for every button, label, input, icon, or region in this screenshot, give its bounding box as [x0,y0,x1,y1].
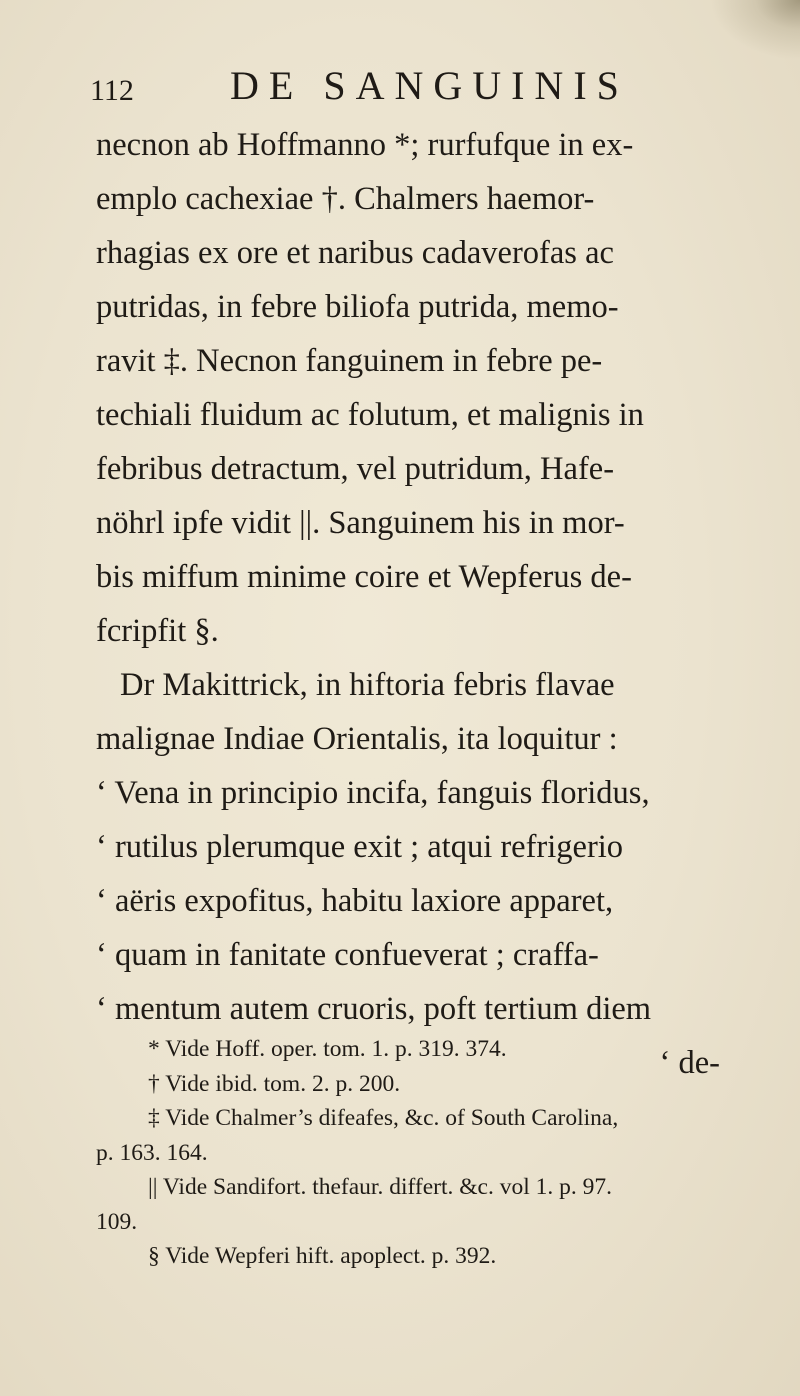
page-corner-shadow [710,0,800,60]
text-line: ‘ rutilus plerumque exit ; atqui refrigerio [96,829,624,865]
text-line: ‘ mentum autem cruoris, poft tertium diem [96,991,652,1027]
text-line: emplo cachexiae †. Chalmers haemor- [96,181,595,217]
text-line: ‘ Vena in principio incifa, fanguis floridus, [96,775,650,811]
footnote-continuation: p. 163. 164. [96,1139,208,1166]
running-title: DE SANGUINIS [230,63,629,108]
footnote-continuation: 109. [96,1208,138,1235]
catchword: ‘ de- [659,1045,720,1081]
text-line: rhagias ex ore et naribus cadaverofas ac [96,235,614,271]
text-line: febribus detractum, vel putridum, Hafe- [96,451,615,487]
text-line: Dr Makittrick, in hiftoria febris flavae [120,667,615,703]
page-number: 112 [90,74,134,107]
footnote: || Vide Sandifort. thefaur. differt. &c. vol 1. p. 97. [148,1174,612,1200]
text-line: ‘ aëris expofitus, habitu laxiore apparet, [96,883,614,919]
text-line: putridas, in febre biliofa putrida, memo- [96,289,619,325]
footnote: ‡ Vide Chalmer’s difeafes, &c. of South Carolina, [148,1105,619,1131]
footnote: § Vide Wepferi hift. apoplect. p. 392. [148,1243,497,1269]
footnotes [96,1032,756,1274]
footnote: † Vide ibid. tom. 2. p. 200. [148,1070,401,1097]
text-line: necnon ab Hoffmanno *; rurfufque in ex- [96,127,634,163]
text-line: bis miffum minime coire et Wepferus de- [96,559,632,595]
text-line: ‘ quam in fanitate confueverat ; craffa- [96,937,599,973]
text-line: techiali fluidum ac folutum, et malignis in [96,397,644,433]
footnote: * Vide Hoff. oper. tom. 1. p. 319. 374. [148,1036,507,1062]
text-line: fcripfit §. [96,613,219,649]
text-line: malignae Indiae Orientalis, ita loquitur : [96,721,618,757]
text-line: nöhrl ipfe vidit ||. Sanguinem his in mor- [96,505,625,541]
text-line: ravit ‡. Necnon fanguinem in febre pe- [96,343,603,379]
running-head [90,62,650,112]
main-text [96,118,736,1090]
